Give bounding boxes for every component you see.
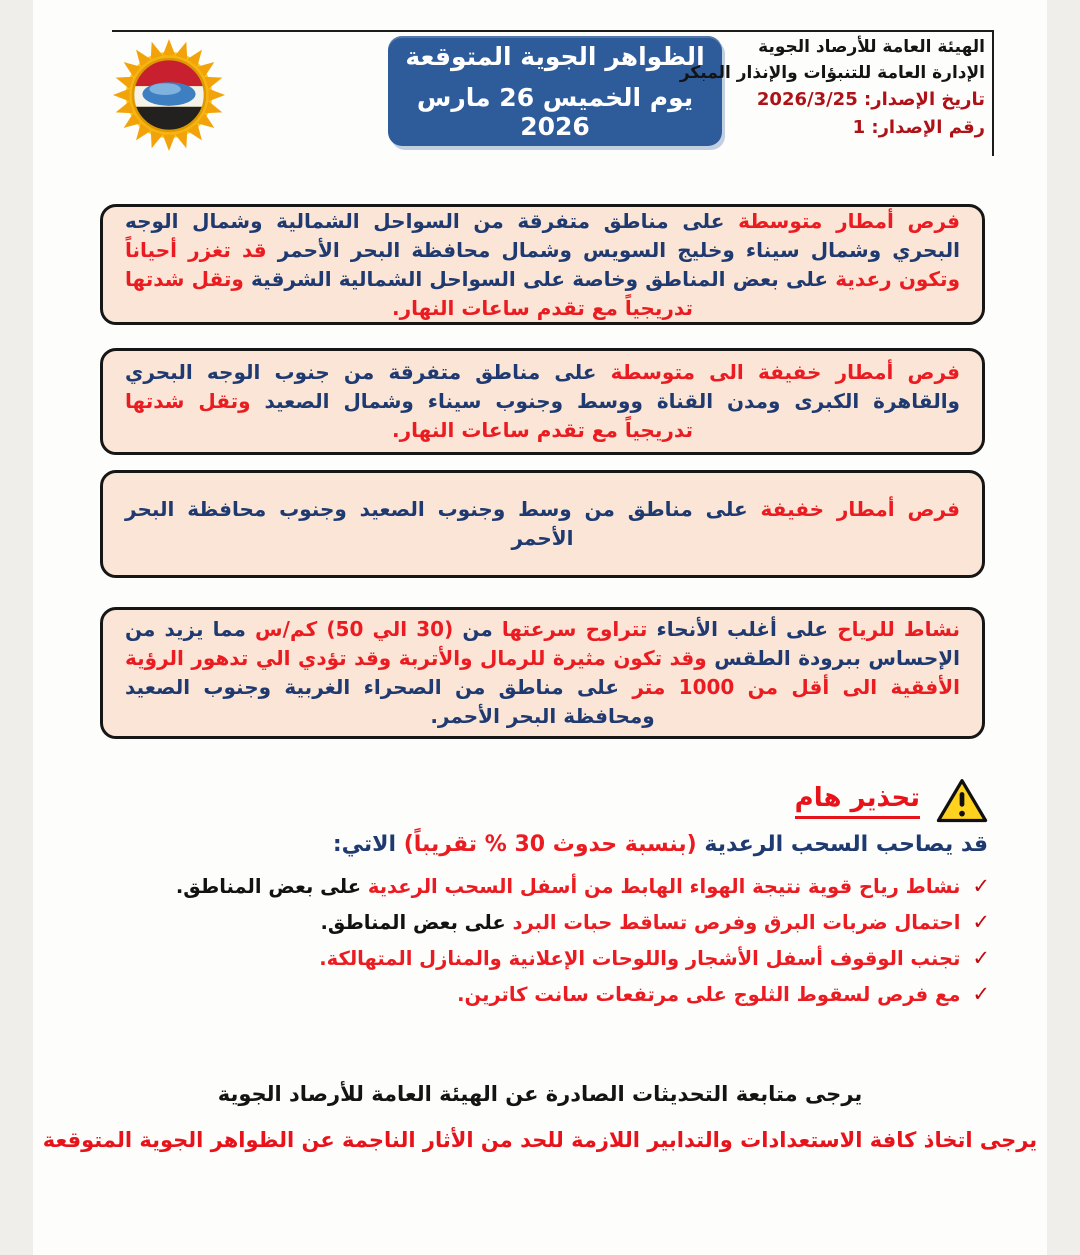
list-item (176, 980, 990, 1009)
check-icon: ✓ (972, 910, 990, 934)
warning-list (176, 872, 990, 1016)
list-item (176, 872, 990, 901)
warning-header (795, 778, 988, 824)
warning-triangle-icon (936, 778, 988, 824)
document-title-box (388, 36, 722, 146)
forecast-box-moderate-rain-north (100, 204, 985, 325)
list-item-text: مع فرص لسقوط الثلوج على مرتفعات سانت كاترين. (457, 983, 961, 1006)
issue-number-value: 1 (852, 117, 866, 138)
footer-note-updates: يرجى متابعة التحديثات الصادرة عن الهيئة العامة للأرصاد الجوية (217, 1082, 863, 1106)
header-top-rule (112, 30, 994, 32)
issue-date-line (680, 86, 985, 114)
check-icon: ✓ (972, 874, 990, 898)
forecast-text: فرص أمطار خفيفة على مناطق من وسط وجنوب الصعيد وجنوب محافظة البحر الأحمر (125, 497, 960, 550)
department-name: الإدارة العامة للتنبؤات والإنذار المبكر (679, 63, 985, 83)
list-item (176, 908, 990, 937)
footer-note-precautions: يرجى اتخاذ كافة الاستعدادات والتدابير اللازمة للحد من الأثار الناجمة عن الظواهر الجوية المتوقعة (42, 1128, 1038, 1152)
document-title: الظواهر الجوية المتوقعة (405, 41, 705, 71)
warning-title: تحذير هام (795, 783, 920, 819)
forecast-box-light-to-moderate-rain (100, 348, 985, 455)
forecast-box-wind-activity (100, 607, 985, 739)
authority-name: الهيئة العامة للأرصاد الجوية (758, 37, 985, 57)
list-item-text: نشاط رياح قوية نتيجة الهواء الهابط من أسفل السحب الرعدية على بعض المناطق. (175, 875, 961, 898)
forecast-box-light-rain-south (100, 470, 985, 578)
page-right-margin (1047, 0, 1080, 1255)
issuer-block (680, 34, 985, 142)
document-date-line: يوم الخميس 26 مارس 2026 (416, 82, 694, 141)
issue-number-label: رقم الإصدار: (871, 117, 985, 138)
check-icon: ✓ (972, 946, 990, 970)
list-item-text: تجنب الوقوف أسفل الأشجار واللوحات الإعلانية والمنازل المتهالكة. (319, 947, 961, 970)
forecast-text: نشاط للرياح على أغلب الأنحاء تتراوح سرعتها من (30 الي 50) كم/س مما يزيد من الإحساس ببرودة الطقس وقد تكون مثيرة للرمال والأتربة وقد تؤدي الي تدهور الرؤية الأفقية الى أقل من 1000 متر على مناطق من الصحراء الغربية وجنوب الصعيد ومحافظة البحر الأحمر. (125, 617, 961, 728)
check-icon: ✓ (972, 982, 990, 1006)
list-item-text: احتمال ضربات البرق وفرص تساقط حبات البرد على بعض المناطق. (320, 911, 961, 934)
issue-date-value: 2026/3/25 (756, 89, 858, 110)
warning-intro: قد يصاحب السحب الرعدية (بنسبة حدوث 30 % تقريباً) الاتي: (332, 832, 988, 857)
issue-number-line (680, 114, 985, 142)
page-left-margin (0, 0, 33, 1255)
list-item (176, 944, 990, 973)
forecast-text: فرص أمطار خفيفة الى متوسطة على مناطق متفرقة من جنوب الوجه البحري والقاهرة الكبرى ومدن القناة ووسط وجنوب سيناء وشمال الصعيد وتقل شدتها تدريجياً مع تقدم ساعات النهار. (125, 360, 960, 442)
meteorology-authority-sun-logo (110, 36, 228, 154)
issue-date-label: تاريخ الإصدار: (864, 89, 985, 110)
header-right-rule (992, 30, 994, 156)
forecast-text: فرص أمطار متوسطة على مناطق متفرقة من السواحل الشمالية وشمال الوجه البحري وشمال سيناء وخليج السويس وشمال محافظة البحر الأحمر قد تغزر أحياناً وتكون رعدية على بعض المناطق وخاصة على السواحل الشمالية الشرقية وتقل شدتها تدريجياً مع تقدم ساعات النهار. (125, 208, 960, 320)
